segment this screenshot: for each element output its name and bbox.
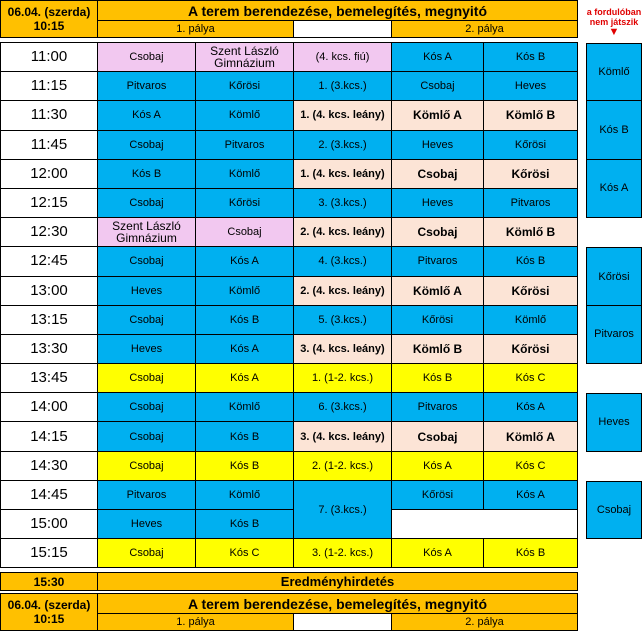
match-team-d: Kós A (484, 393, 578, 422)
match-team-b: Kömlő (196, 160, 294, 189)
match-label: 4. (3.kcs.) (294, 247, 392, 276)
time-cell: 12:30 (0, 218, 98, 247)
match-team-d: Kömlő (484, 306, 578, 335)
not-playing-label: a fordulóban nem játszik (586, 6, 642, 27)
match-team-c: Kós B (392, 364, 484, 393)
match-team-d: Kós C (484, 452, 578, 481)
match-team-b: Kós C (196, 539, 294, 568)
match-label: 1. (3.kcs.) (294, 72, 392, 101)
match-team-a: Heves (98, 277, 196, 306)
match-team-b: Kömlő (196, 277, 294, 306)
time-cell: 13:45 (0, 364, 98, 393)
match-team-c: Kós A (392, 452, 484, 481)
match-team-b: Kőrösi (196, 189, 294, 218)
header-time-text: 10:15 (33, 19, 65, 33)
match-team-d: Kőrösi (484, 335, 578, 364)
footer-title: A terem berendezése, bemelegítés, megnyitó (98, 594, 578, 614)
match-label: 6. (3.kcs.) (294, 393, 392, 422)
time-cell: 12:15 (0, 189, 98, 218)
match-team-d: Kós B (484, 43, 578, 72)
time-cell: 11:30 (0, 101, 98, 130)
results-label: Eredményhirdetés (98, 573, 578, 591)
match-team-a: Csobaj (98, 393, 196, 422)
match-team-b: Kós B (196, 510, 294, 539)
match-team-d: Kőrösi (484, 277, 578, 306)
match-team-d: Kömlő B (484, 218, 578, 247)
not-playing-header (586, 0, 642, 43)
match-team-b: Kömlő (196, 393, 294, 422)
footer-date (0, 594, 98, 631)
match-team-c: Csobaj (392, 160, 484, 189)
match-team-b: Kömlő (196, 481, 294, 510)
match-team-c: Csobaj (392, 72, 484, 101)
time-cell: 11:45 (0, 131, 98, 160)
match-team-a: Csobaj (98, 364, 196, 393)
match-team-b: Kőrösi (196, 72, 294, 101)
match-team-b: Szent László Gimnázium (196, 43, 294, 72)
header-date-text: 06.04. (szerda) (7, 5, 91, 19)
match-label: 3. (3.kcs.) (294, 189, 392, 218)
match-team-d: Kós A (484, 481, 578, 510)
match-team-c: Kömlő A (392, 101, 484, 130)
header-date (0, 0, 98, 38)
match-label: 1. (4. kcs. leány) (294, 101, 392, 130)
header-mid-empty (294, 21, 392, 38)
match-team-a: Heves (98, 335, 196, 364)
time-cell: 11:15 (0, 72, 98, 101)
match-team-c: Pitvaros (392, 247, 484, 276)
match-team-b: Kömlő (196, 101, 294, 130)
match-team-a: Csobaj (98, 131, 196, 160)
match-team-c: Kömlő B (392, 335, 484, 364)
match-team-d: Kömlő A (484, 422, 578, 451)
footer-date-text: 06.04. (szerda) (7, 598, 91, 613)
time-cell: 14:00 (0, 393, 98, 422)
results-time: 15:30 (0, 573, 98, 591)
time-cell: 15:00 (0, 510, 98, 539)
match-label: (4. kcs. fiú) (294, 43, 392, 72)
footer-court2-label: 2. pálya (392, 614, 578, 631)
match-team-c: Pitvaros (392, 393, 484, 422)
time-cell: 13:15 (0, 306, 98, 335)
match-team-a: Csobaj (98, 306, 196, 335)
match-team-a: Csobaj (98, 539, 196, 568)
match-team-a: Kós B (98, 160, 196, 189)
match-team-d: Pitvaros (484, 189, 578, 218)
header-title: A terem berendezése, bemelegítés, megnyitó (98, 0, 578, 21)
not-playing-team: Csobaj (586, 481, 642, 539)
time-cell: 12:00 (0, 160, 98, 189)
match-team-b: Csobaj (196, 218, 294, 247)
time-cell: 14:30 (0, 452, 98, 481)
match-team-d: Kós B (484, 539, 578, 568)
footer-mid-empty (294, 614, 392, 631)
footer-court1-label: 1. pálya (98, 614, 294, 631)
match-team-a: Csobaj (98, 189, 196, 218)
match-label: 1. (4. kcs. leány) (294, 160, 392, 189)
match-team-a: Heves (98, 510, 196, 539)
down-arrow-icon: ▼ (608, 25, 620, 38)
not-playing-team: Kós B (586, 101, 642, 159)
match-label: 2. (4. kcs. leány) (294, 218, 392, 247)
not-playing-team: Kós A (586, 160, 642, 218)
match-team-c: Kós A (392, 539, 484, 568)
match-team-b: Kós B (196, 422, 294, 451)
match-team-c: Kós A (392, 43, 484, 72)
time-cell: 11:00 (0, 43, 98, 72)
empty-court2 (392, 510, 578, 539)
match-team-c: Kőrösi (392, 306, 484, 335)
not-playing-team: Kömlő (586, 43, 642, 101)
match-team-d: Kós C (484, 364, 578, 393)
match-label: 1. (1-2. kcs.) (294, 364, 392, 393)
match-team-a: Csobaj (98, 43, 196, 72)
match-team-c: Kömlő A (392, 277, 484, 306)
match-label: 2. (1-2. kcs.) (294, 452, 392, 481)
match-team-d: Kömlő B (484, 101, 578, 130)
match-label: 7. (3.kcs.) (294, 481, 392, 539)
match-team-b: Kós B (196, 306, 294, 335)
not-playing-team: Heves (586, 393, 642, 451)
match-team-a: Csobaj (98, 452, 196, 481)
match-team-b: Pitvaros (196, 131, 294, 160)
match-team-b: Kós A (196, 335, 294, 364)
match-team-a: Csobaj (98, 247, 196, 276)
match-team-c: Csobaj (392, 218, 484, 247)
time-cell: 14:45 (0, 481, 98, 510)
match-label: 3. (1-2. kcs.) (294, 539, 392, 568)
match-team-b: Kós B (196, 452, 294, 481)
time-cell: 12:45 (0, 247, 98, 276)
time-cell: 14:15 (0, 422, 98, 451)
match-label: 3. (4. kcs. leány) (294, 335, 392, 364)
match-team-d: Kőrösi (484, 131, 578, 160)
match-team-c: Kőrösi (392, 481, 484, 510)
match-team-d: Kós B (484, 247, 578, 276)
match-label: 2. (4. kcs. leány) (294, 277, 392, 306)
match-team-b: Kós A (196, 364, 294, 393)
match-label: 2. (3.kcs.) (294, 131, 392, 160)
court1-label: 1. pálya (98, 21, 294, 38)
match-team-a: Csobaj (98, 422, 196, 451)
time-cell: 13:30 (0, 335, 98, 364)
match-team-a: Pitvaros (98, 72, 196, 101)
match-team-b: Kós A (196, 247, 294, 276)
match-team-d: Kőrösi (484, 160, 578, 189)
match-team-c: Csobaj (392, 422, 484, 451)
match-team-d: Heves (484, 72, 578, 101)
time-cell: 15:15 (0, 539, 98, 568)
match-label: 5. (3.kcs.) (294, 306, 392, 335)
match-team-a: Szent László Gimnázium (98, 218, 196, 247)
footer-time-text: 10:15 (33, 612, 65, 627)
match-team-a: Kós A (98, 101, 196, 130)
match-team-a: Pitvaros (98, 481, 196, 510)
not-playing-team: Kőrösi (586, 247, 642, 305)
match-label: 3. (4. kcs. leány) (294, 422, 392, 451)
match-team-c: Heves (392, 131, 484, 160)
match-team-c: Heves (392, 189, 484, 218)
not-playing-team: Pitvaros (586, 306, 642, 364)
time-cell: 13:00 (0, 277, 98, 306)
court2-label: 2. pálya (392, 21, 578, 38)
